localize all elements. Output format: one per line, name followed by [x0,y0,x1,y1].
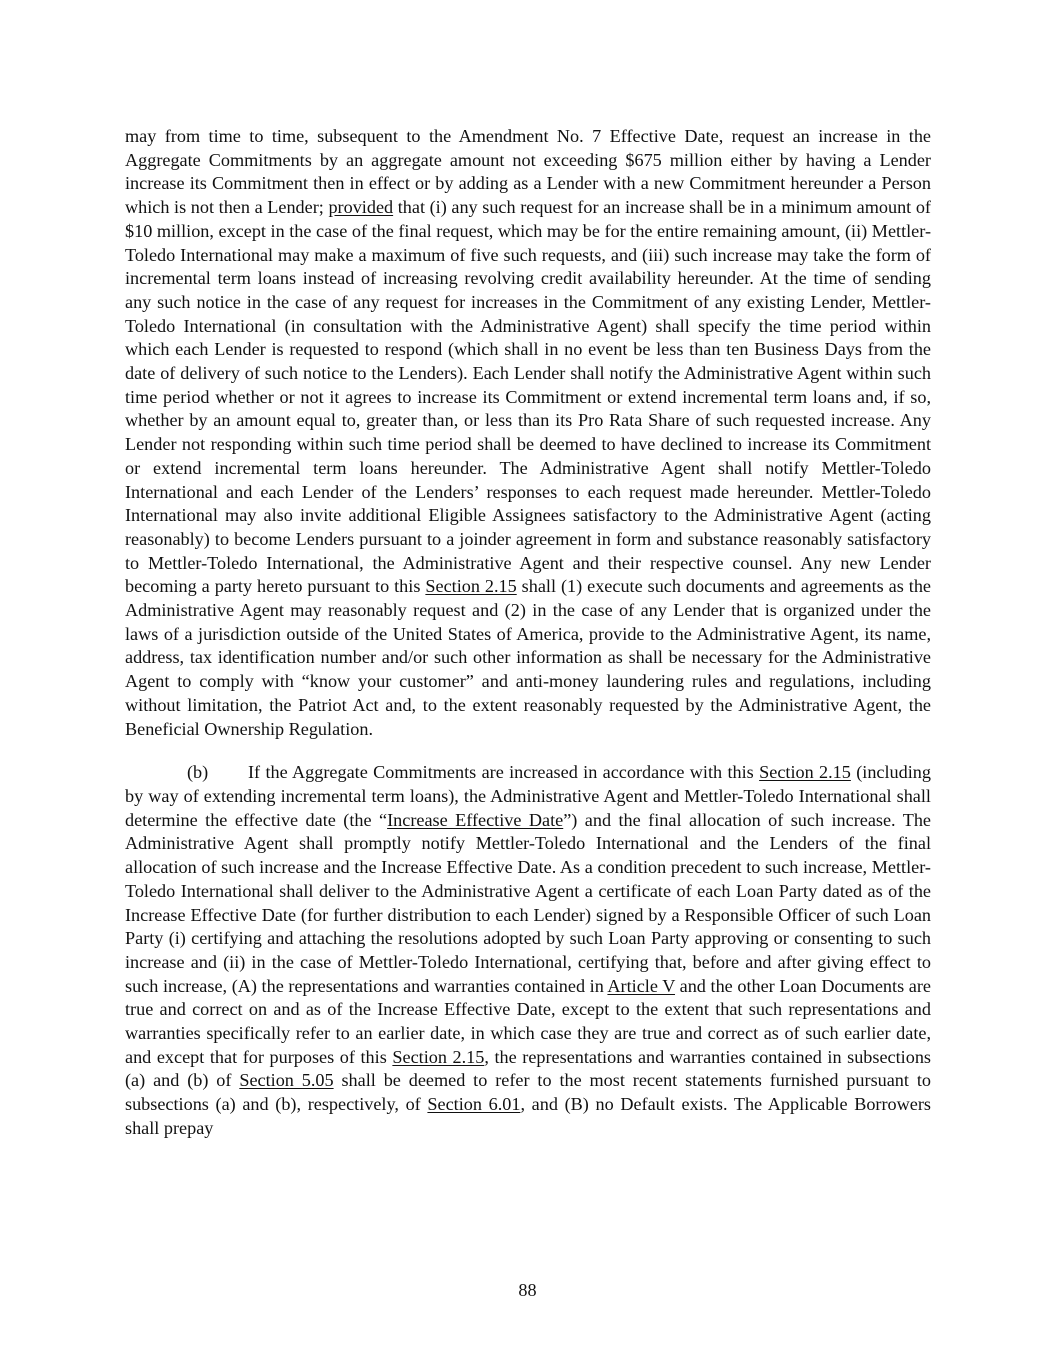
section-2-15-reference: Section 2.15 [392,1046,485,1067]
paragraph-b-text-4: and the other Loan Documents are true and correct on and as of the Increase Effective Date, except to the extent that such representations and warranties specifically refer to an earlier date, in which case they are true and correct as of such earlier date, and except that for purposes of this [125,975,931,1067]
section-6-01-reference: Section 6.01 [427,1094,521,1115]
paragraph-b-text-7: , and (B) no Default exists. The Applicable Borrowers shall prepay [125,1094,931,1138]
paragraph-b [125,761,931,1140]
document-page [125,125,931,1141]
paragraph-a-text-1: may from time to time, subsequent to the Amendment No. 7 Effective Date, request an increase in the Aggregate Commitments by an aggregate amount not exceeding $675 million either by having a Lender increase its Commitment then in effect or by adding as a Lender with a new Commitment hereunder a Person which is not then a Lender; [125,126,931,218]
article-v-reference: Article V [607,975,676,996]
paragraph-a-text-2: that (i) any such request for an increase shall be in a minimum amount of $10 million, except in the case of the final request, which may be for the entire remaining amount, (ii) Mettler-Toledo International may make a maximum of five such requests, and (iii) such increase may take the form of incremental term loans instead of increasing revolving credit availability hereunder. At the time of sending any such notice in the case of any request for increases in the Commitment of any existing Lender, Mettler-Toledo International (in consultation with the Administrative Agent) shall specify the time period within which each Lender is requested to respond (which shall in no event be less than ten Business Days from the date of delivery of such notice to the Lenders). Each Lender shall notify the Administrative Agent within such time period whether or not it agrees to increase its Commitment or extend incremental term loans and, if so, whether by an amount equal to, greater than, or less than its Pro Rata Share of such requested increase. Any Lender not responding within such time period shall be deemed to have declined to increase its Commitment or extend incremental term loans hereunder. The Administrative Agent shall notify Mettler-Toledo International and each Lender of the Lenders’ responses to each request made hereunder. Mettler-Toledo International may also invite additional Eligible Assignees satisfactory to the Administrative Agent (acting reasonably) to become Lenders pursuant to a joinder agreement in form and substance reasonably satisfactory to Mettler-Toledo International, the Administrative Agent and their respective counsel. Any new Lender becoming a party hereto pursuant to this [125,197,931,597]
paragraph-b-text-2: (including by way of extending incremental term loans), the Administrative Agent and Mettler-Toledo International shall determine the effective date (the “ [125,762,931,830]
paragraph-b-label: (b) [187,762,209,783]
paragraph-a [125,125,931,741]
paragraph-b-text-6: shall be deemed to refer to the most recent statements furnished pursuant to subsections (a) and (b), respectively, of [125,1070,931,1115]
paragraph-b-text-5: , the representations and warranties contained in subsections (a) and (b) of [125,1046,931,1091]
section-2-15-reference: Section 2.15 [425,576,517,597]
section-5-05-reference: Section 5.05 [239,1070,334,1091]
paragraph-a-text-3: shall (1) execute such documents and agreements as the Administrative Agent may reasonably request and (2) in the case of any Lender that is organized under the laws of a jurisdiction outside of the United States of America, provide to the Administrative Agent, its name, address, tax identification number and/or such other information as shall be necessary for the Administrative Agent to comply with “know your customer” and anti-money laundering rules and regulations, including without limitation, the Patriot Act and, to the extent reasonably requested by the Administrative Agent, the Beneficial Ownership Regulation. [125,576,931,739]
increase-effective-date-term: Increase Effective Date [387,809,564,830]
paragraph-b-text-3: ”) and the final allocation of such increase. The Administrative Agent shall promptly notify Mettler-Toledo International and the Lenders of the final allocation of such increase and the Increase Effective Date. As a condition precedent to such increase, Mettler-Toledo International shall deliver to the Administrative Agent a certificate of each Loan Party dated as of the Increase Effective Date (for further distribution to each Lender) signed by a Responsible Officer of such Loan Party (i) certifying and attaching the resolutions adopted by such Loan Party approving or consenting to such increase and (ii) in the case of Mettler-Toledo International, certifying that, before and after giving effect to such increase, (A) the representations and warranties contained in [125,809,932,996]
page-number: 88 [518,1280,537,1300]
section-2-15-reference: Section 2.15 [759,762,851,783]
provided-term: provided [328,197,394,218]
paragraph-b-text-1: If the Aggregate Commitments are increased in accordance with this [248,762,760,783]
